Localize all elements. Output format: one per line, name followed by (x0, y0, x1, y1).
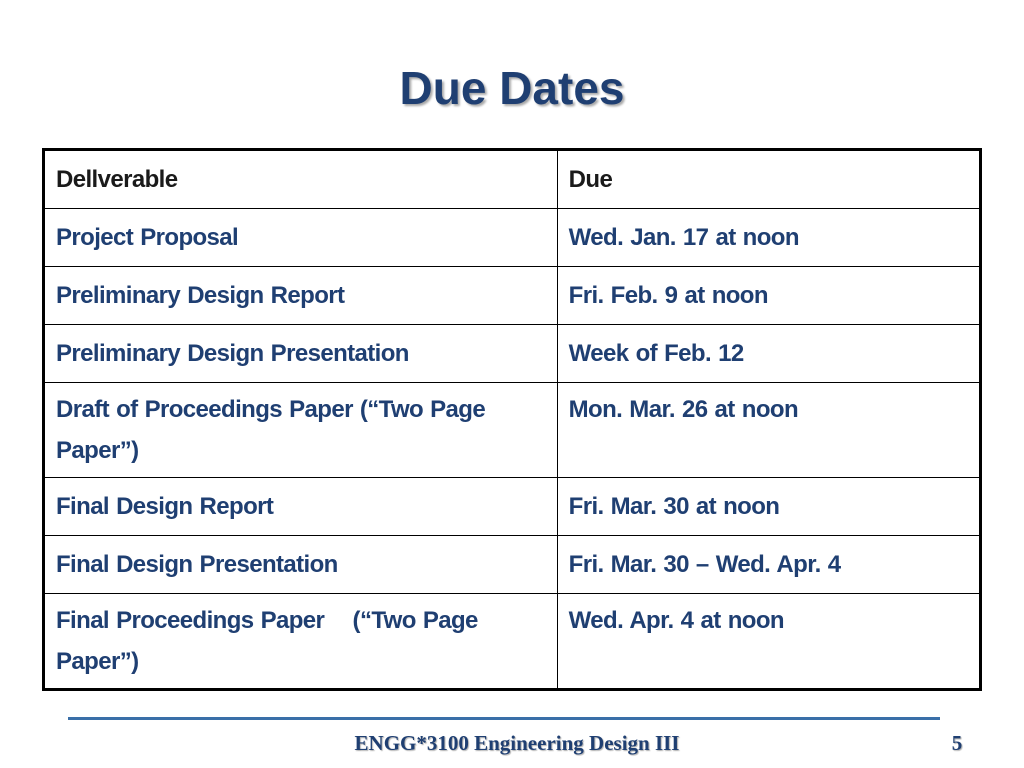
due-cell: Wed. Apr. 4 at noon (557, 594, 980, 690)
table-row (44, 383, 981, 478)
footer-course-title: ENGG*3100 Engineering Design III (354, 731, 680, 755)
due-cell: Fri. Mar. 30 at noon (557, 478, 980, 536)
table-row (44, 536, 981, 594)
footer-divider (68, 717, 940, 720)
due-cell: Fri. Mar. 30 – Wed. Apr. 4 (557, 536, 980, 594)
deliverable-cell: Final Proceedings Paper (“Two Page Paper”) (44, 594, 558, 690)
due-dates-table (42, 148, 982, 691)
due-cell: Week of Feb. 12 (557, 325, 980, 383)
table-header-row (44, 150, 981, 209)
column-header-due: Due (557, 150, 980, 209)
deliverable-cell: Final Design Report (44, 478, 558, 536)
deliverable-cell: Preliminary Design Report (44, 267, 558, 325)
deliverable-cell: Project Proposal (44, 209, 558, 267)
page-number: 5 (951, 731, 963, 755)
due-cell: Fri. Feb. 9 at noon (557, 267, 980, 325)
due-cell: Wed. Jan. 17 at noon (557, 209, 980, 267)
table-row (44, 325, 981, 383)
due-cell: Mon. Mar. 26 at noon (557, 383, 980, 478)
table-row (44, 594, 981, 690)
slide-title: Due Dates (399, 62, 625, 114)
table-row (44, 209, 981, 267)
column-header-deliverable: Dellverable (44, 150, 558, 209)
table-row (44, 267, 981, 325)
deliverable-cell: Draft of Proceedings Paper (“Two Page Paper”) (44, 383, 558, 478)
deliverable-cell: Preliminary Design Presentation (44, 325, 558, 383)
table-row (44, 478, 981, 536)
deliverable-cell: Final Design Presentation (44, 536, 558, 594)
